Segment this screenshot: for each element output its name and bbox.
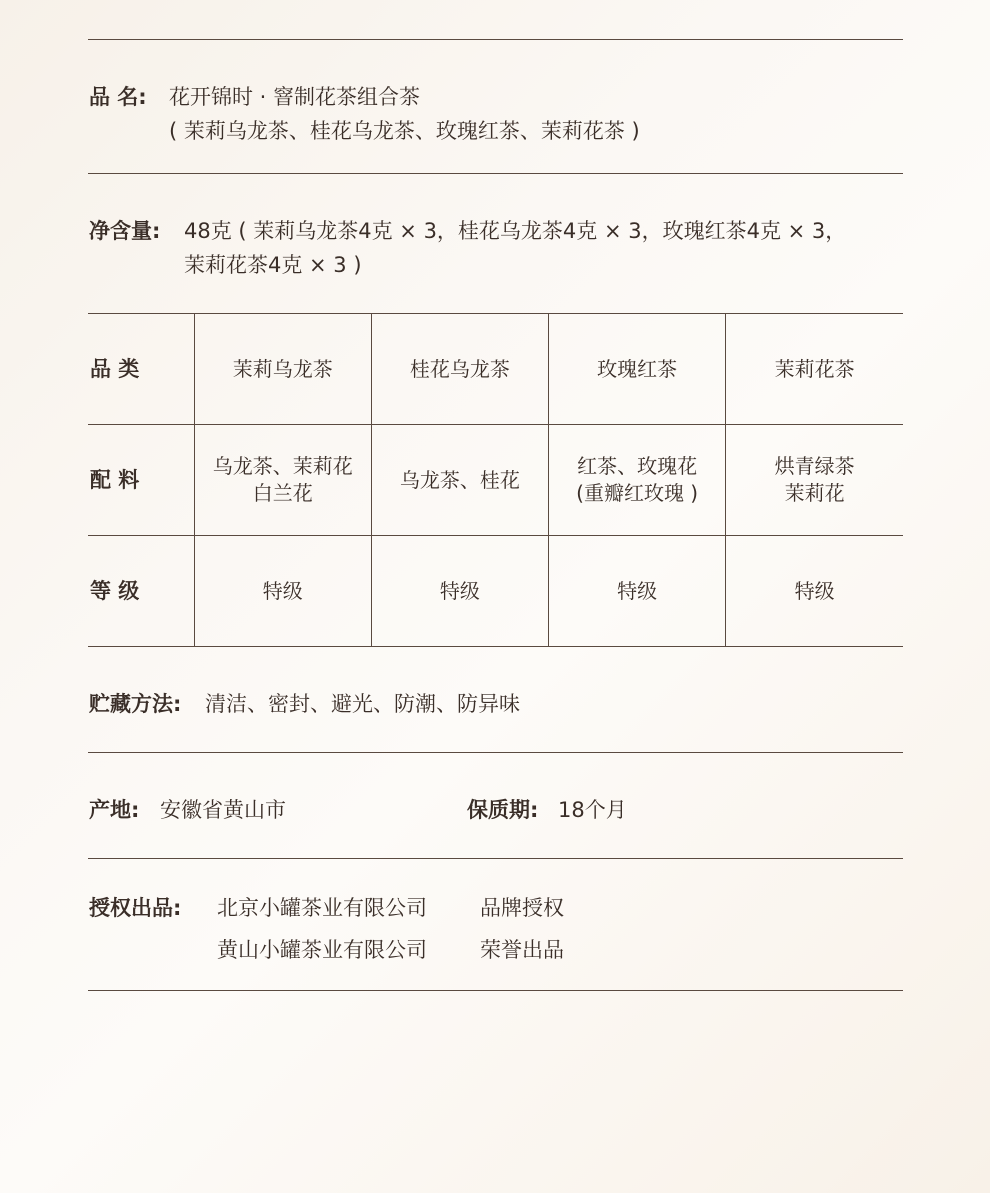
origin-label: 产地:: [89, 798, 140, 822]
table-cell: [371, 536, 548, 647]
row-header: 配 料: [88, 425, 194, 536]
shelf-life-value: 18个月: [558, 798, 627, 822]
product-name-components: ( 茉莉乌龙茶、桂花乌龙茶、玫瑰红茶、茉莉花茶 ): [169, 119, 640, 143]
cell-text: 特级: [262, 578, 303, 603]
table-cell: [194, 314, 371, 425]
storage-value: 清洁、密封、避光、防潮、防异味: [205, 692, 520, 716]
cell-text: 茉莉乌龙茶: [232, 356, 333, 381]
net-content-value-cont: 茉莉花茶4克 × 3 ): [184, 253, 362, 277]
product-name-label: 品 名:: [89, 85, 147, 109]
cell-text: 白兰花: [252, 481, 313, 505]
cell-text: 玫瑰红茶: [597, 356, 678, 381]
table-cell: [726, 425, 903, 536]
table-cell: [726, 314, 903, 425]
cell-text: 特级: [617, 578, 658, 603]
cell-text: 桂花乌龙茶: [409, 356, 510, 381]
storage-label: 贮藏方法:: [89, 692, 182, 716]
divider-top: [88, 39, 903, 40]
authorization-role-1: 品牌授权: [480, 896, 564, 920]
cell-text: 茉莉花茶: [774, 356, 855, 381]
divider-bottom: [88, 990, 903, 991]
table-row-category: [88, 314, 903, 425]
shelf-life-label: 保质期:: [467, 798, 539, 822]
row-header: 品 类: [88, 314, 194, 425]
table-cell: [549, 425, 726, 536]
authorization-company-1: 北京小罐茶业有限公司: [217, 896, 427, 920]
spec-table: [88, 313, 903, 647]
cell-text: 烘青绿茶: [774, 454, 855, 478]
cell-text: (重瓣红玫瑰 ): [576, 481, 699, 505]
net-content-value: 48克 ( 茉莉乌龙茶4克 × 3，桂花乌龙茶4克 × 3，玫瑰红茶4克 × 3，: [184, 219, 847, 243]
net-content-label: 净含量:: [89, 219, 161, 243]
origin-value: 安徽省黄山市: [160, 798, 286, 822]
authorization-company-2: 黄山小罐茶业有限公司: [217, 938, 427, 962]
table-cell: [371, 314, 548, 425]
authorization-label: 授权出品:: [89, 896, 182, 920]
cell-text: 乌龙茶、茉莉花: [212, 454, 353, 478]
table-row-grade: [88, 536, 903, 647]
table-cell: [726, 536, 903, 647]
table-cell: [194, 536, 371, 647]
product-name-value: 花开锦时 · 窨制花茶组合茶: [169, 85, 421, 109]
cell-text: 乌龙茶、桂花: [399, 467, 520, 492]
table-cell: [371, 425, 548, 536]
row-header: 等 级: [88, 536, 194, 647]
divider-2: [88, 752, 903, 753]
cell-text: 特级: [794, 578, 835, 603]
divider-3: [88, 858, 903, 859]
authorization-role-2: 荣誉出品: [480, 938, 564, 962]
table-row-ingredients: [88, 425, 903, 536]
cell-text: 红茶、玫瑰花: [577, 454, 698, 478]
cell-text: 茉莉花: [784, 481, 845, 505]
cell-text: 特级: [439, 578, 480, 603]
table-cell: [194, 425, 371, 536]
table-cell: [549, 314, 726, 425]
table-cell: [549, 536, 726, 647]
divider-1: [88, 173, 903, 174]
